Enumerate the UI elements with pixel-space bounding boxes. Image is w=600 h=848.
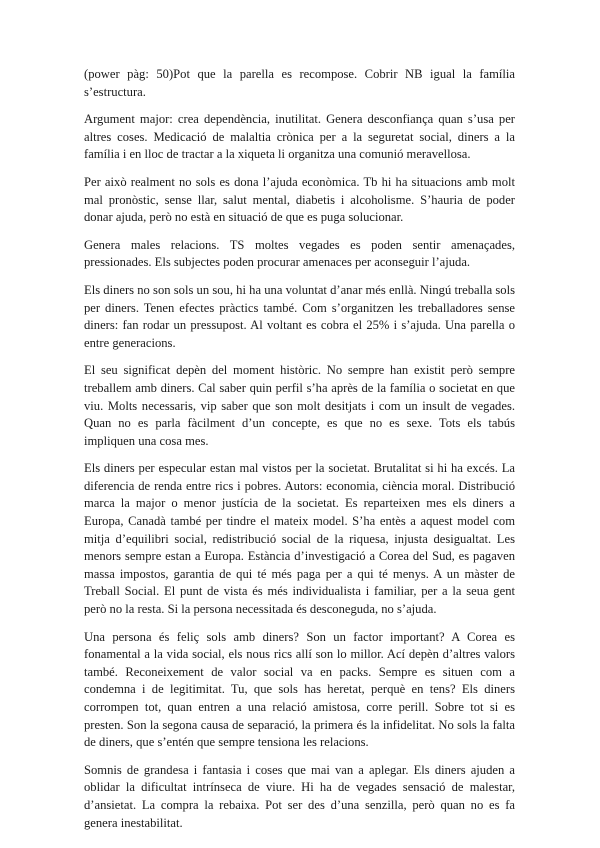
paragraph-7: Els diners per especular estan mal vistos per la societat. Brutalitat si hi ha excés. La diferencia de renda entre rics i pobres. Autors: economia, ciència moral. Distribució marca la major o menor justícia de la societat. Es reparteixen mes els diners a Europa, Canadà també per tindre el mateix model. S’ha entès a aquest model com mitja d’equilibri social, redistribució social de la riquesa, injusta desigualtat. Les menors sempre estan a Europa. Estància d’investigació a Corea del Sud, es pagaven massa impostos, garantia de qui té més paga per a qui té menys. A un màster de Treball Social. El punt de vista és més individualista i familiar, per a la seua gent però no la resta. Si la persona necessitada és desconeguda, no s’ajuda. (84, 461, 515, 617)
paragraph-3: Per això realment no sols es dona l’ajuda econòmica. Tb hi ha situacions amb molt mal pronòstic, sense llar, salut mental, diabetis i alcoholisme. S’hauria de poder donar ajuda, però no està en situació de que es puga solucionar. (84, 174, 515, 225)
paragraph-8: Una persona és feliç sols amb diners? Son un factor important? A Corea es fonamental a la vida social, els nous rics allí son lo millor. Ací depèn d’altres valors també. Reconeixement de valor social va en packs. Sempre es situen com a condemna i de legitimitat. Tu, que sols has heretat, perquè en tens? Els diners corrompen tot, quan entren a una relació amistosa, corre perill. Sobre tot si es presten. Son la segona causa de separació, la primera és la infidelitat. No sols la falta de diners, que s’entén que sempre tensiona les relacions. (84, 629, 515, 750)
paragraph-1: (power pàg: 50)Pot que la parella es recompose. Cobrir NB igual la família s’estructura. (84, 67, 515, 99)
paragraph-9: Somnis de grandesa i fantasia i coses que mai van a aplegar. Els diners ajuden a oblidar la dificultat intrínseca de viure. Hi ha de vegades sensació de malestar, d’ansietat. La compra la rebaixa. Pot ser des d’una senzilla, però quan no es fa genera inestabilitat. (84, 762, 515, 830)
paragraph-2: Argument major: crea dependència, inutilitat. Genera desconfiança quan s’usa per altres coses. Medicació de malaltia crònica per a la seguretat social, diners a la família i en lloc de tractar a la xiqueta li organitza una comunió meravellosa. (84, 112, 515, 162)
paragraph-5: Els diners no son sols un sou, hi ha una voluntat d’anar més enllà. Ningú treballa sols per diners. Tenen efectes pràctics també. Com s’organitzen les treballadores sense diners: fan rodar un pressupost. Al voltant es cobra el 25% i s’ajuda. Una parella o entre generacions. (84, 282, 515, 350)
document-page (84, 66, 515, 842)
paragraph-6: El seu significat depèn del moment històric. No sempre han existit però sempre treballem amb diners. Cal saber quin perfil s’ha après de la família o societat en que viu. Molts necessaris, vip saber que son molt desitjats i com un insult de vegades. Quan no es parla fàcilment d’un concepte, es que no es sexe. Tots els tabús impliquen una cosa mes. (84, 363, 515, 448)
paragraph-4: Genera males relacions. TS moltes vegades es poden sentir amenaçades, pressionades. Els subjectes poden procurar amenaces per aconseguir l’ajuda. (84, 237, 515, 270)
